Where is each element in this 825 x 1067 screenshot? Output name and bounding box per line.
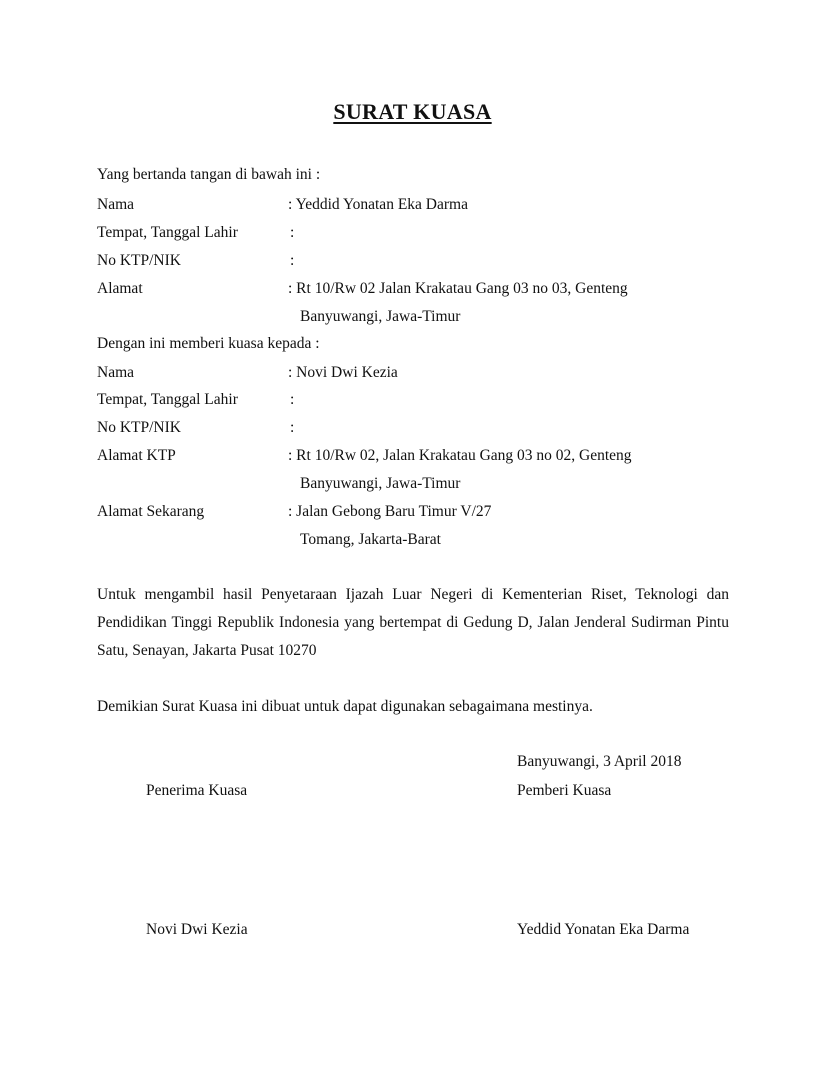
giver-role: Pemberi Kuasa xyxy=(517,782,612,799)
grantor-birth-label: Tempat, Tanggal Lahir xyxy=(97,224,238,241)
grantor-id-value: : xyxy=(290,252,295,269)
grantor-address-line1: : Rt 10/Rw 02 Jalan Krakatau Gang 03 no 03, Genteng xyxy=(288,280,628,297)
receiver-name: Novi Dwi Kezia xyxy=(146,921,248,938)
grant-intro-text: Dengan ini memberi kuasa kepada : xyxy=(97,335,320,352)
intro-text: Yang bertanda tangan di bawah ini : xyxy=(97,166,321,183)
place-date: Banyuwangi, 3 April 2018 xyxy=(517,753,682,770)
grantor-address-label: Alamat xyxy=(97,280,143,297)
grantee-ktp-address-label: Alamat KTP xyxy=(97,447,176,464)
grantor-name-label: Nama xyxy=(97,196,135,213)
giver-name: Yeddid Yonatan Eka Darma xyxy=(517,921,690,938)
grantee-ktp-address-line1: : Rt 10/Rw 02, Jalan Krakatau Gang 03 no 02, Genteng xyxy=(288,447,632,464)
grantor-id-label: No KTP/NIK xyxy=(97,252,181,269)
grantee-id-label: No KTP/NIK xyxy=(97,419,181,436)
grantee-birth-label: Tempat, Tanggal Lahir xyxy=(97,391,238,408)
grantee-current-address-line2: Tomang, Jakarta-Barat xyxy=(300,531,441,548)
receiver-role: Penerima Kuasa xyxy=(146,782,248,799)
grantee-id-value: : xyxy=(290,419,295,436)
grantee-current-address-label: Alamat Sekarang xyxy=(97,503,205,520)
grantor-birth-value: : xyxy=(290,224,295,241)
grantee-birth-value: : xyxy=(290,391,295,408)
grantor-name-value: : Yeddid Yonatan Eka Darma xyxy=(288,196,468,213)
purpose-paragraph: Untuk mengambil hasil Penyetaraan Ijazah Luar Negeri di Kementerian Riset, Teknologi dan Pendidikan Tinggi Republik Indonesia yang bertempat di Gedung D, Jalan Jenderal Sudirman Pintu Satu, Senayan, Jakarta Pusat 10270 xyxy=(97,586,729,659)
grantee-name-value: : Novi Dwi Kezia xyxy=(288,364,398,381)
grantee-name-label: Nama xyxy=(97,364,135,381)
grantee-ktp-address-line2: Banyuwangi, Jawa-Timur xyxy=(300,475,461,492)
grantee-current-address-line1: : Jalan Gebong Baru Timur V/27 xyxy=(288,503,492,520)
document-title: SURAT KUASA xyxy=(333,99,492,124)
closing-text: Demikian Surat Kuasa ini dibuat untuk dapat digunakan sebagaimana mestinya. xyxy=(97,698,593,715)
grantor-address-line2: Banyuwangi, Jawa-Timur xyxy=(300,308,461,325)
